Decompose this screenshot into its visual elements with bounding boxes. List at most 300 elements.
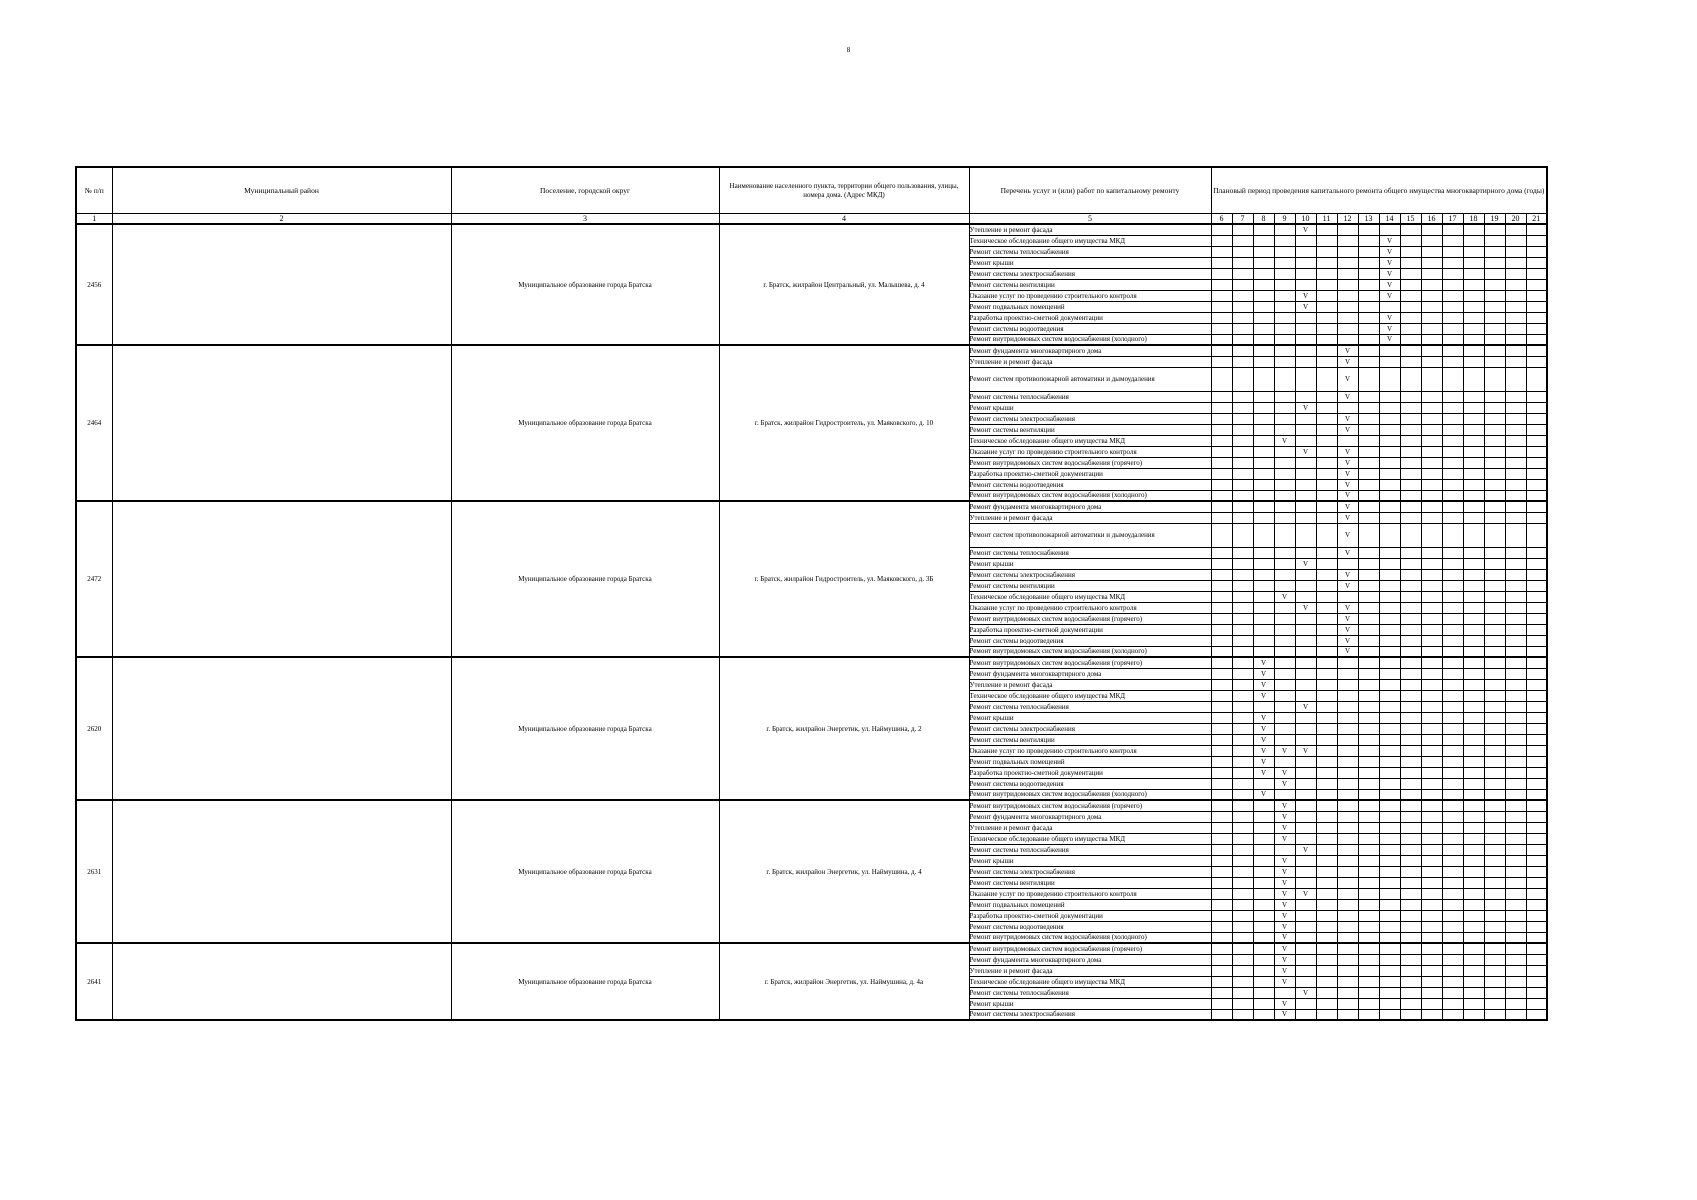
work-item: Ремонт внутридомовых систем водоснабжения (горячего) <box>969 943 1211 954</box>
year-7-cell <box>1232 547 1253 558</box>
year-8-cell <box>1253 877 1274 888</box>
year-12-cell: V <box>1337 367 1358 391</box>
year-7-cell <box>1232 591 1253 602</box>
year-13-cell <box>1358 413 1379 424</box>
year-14-cell <box>1379 635 1400 646</box>
year-15-cell <box>1400 569 1421 580</box>
year-20-cell <box>1505 523 1526 547</box>
work-item: Ремонт фундамента многоквартирного дома <box>969 811 1211 822</box>
year-11-cell <box>1316 723 1337 734</box>
year-19-cell <box>1484 334 1505 345</box>
year-15-cell <box>1400 501 1421 512</box>
year-9-cell <box>1274 479 1295 490</box>
year-10-cell <box>1295 367 1316 391</box>
year-16-cell <box>1421 822 1442 833</box>
year-7-cell <box>1232 756 1253 767</box>
year-14-cell <box>1379 224 1400 235</box>
year-15-cell <box>1400 668 1421 679</box>
year-10-cell <box>1295 323 1316 334</box>
year-15-cell <box>1400 224 1421 235</box>
work-item: Утепление и ремонт фасада <box>969 679 1211 690</box>
year-20-cell <box>1505 268 1526 279</box>
year-14-cell <box>1379 591 1400 602</box>
year-18-cell <box>1463 523 1484 547</box>
year-10-cell <box>1295 866 1316 877</box>
year-12-cell: V <box>1337 635 1358 646</box>
work-item: Ремонт системы теплоснабжения <box>969 246 1211 257</box>
year-15-cell <box>1400 279 1421 290</box>
year-19-cell <box>1484 501 1505 512</box>
year-13-cell <box>1358 910 1379 921</box>
work-item: Утепление и ремонт фасада <box>969 965 1211 976</box>
year-19-cell <box>1484 734 1505 745</box>
year-18-cell <box>1463 987 1484 998</box>
year-14-cell <box>1379 301 1400 312</box>
year-7-cell <box>1232 435 1253 446</box>
year-20-cell <box>1505 602 1526 613</box>
year-12-cell <box>1337 558 1358 569</box>
year-8-cell <box>1253 323 1274 334</box>
year-12-cell <box>1337 312 1358 323</box>
year-7-cell <box>1232 976 1253 987</box>
year-20-cell <box>1505 668 1526 679</box>
year-12-cell <box>1337 932 1358 943</box>
year-9-cell <box>1274 424 1295 435</box>
year-14-cell <box>1379 558 1400 569</box>
work-item: Разработка проектно-сметной документации <box>969 312 1211 323</box>
year-10-cell <box>1295 921 1316 932</box>
year-16-cell <box>1421 580 1442 591</box>
year-7-cell <box>1232 734 1253 745</box>
year-11-cell <box>1316 591 1337 602</box>
year-6-cell <box>1211 591 1232 602</box>
year-18-cell <box>1463 479 1484 490</box>
column-number-14: 14 <box>1379 214 1400 225</box>
year-12-cell <box>1337 301 1358 312</box>
year-11-cell <box>1316 613 1337 624</box>
year-13-cell <box>1358 855 1379 866</box>
year-21-cell <box>1526 833 1547 844</box>
year-20-cell <box>1505 932 1526 943</box>
year-15-cell <box>1400 468 1421 479</box>
year-14-cell <box>1379 932 1400 943</box>
year-9-cell <box>1274 558 1295 569</box>
year-11-cell <box>1316 767 1337 778</box>
year-12-cell <box>1337 224 1358 235</box>
year-10-cell <box>1295 789 1316 800</box>
year-6-cell <box>1211 290 1232 301</box>
year-11-cell <box>1316 701 1337 712</box>
year-14-cell <box>1379 547 1400 558</box>
year-9-cell: V <box>1274 833 1295 844</box>
year-16-cell <box>1421 402 1442 413</box>
year-20-cell <box>1505 723 1526 734</box>
year-6-cell <box>1211 323 1232 334</box>
year-13-cell <box>1358 646 1379 657</box>
year-11-cell <box>1316 602 1337 613</box>
year-15-cell <box>1400 690 1421 701</box>
year-13-cell <box>1358 712 1379 723</box>
year-14-cell: V <box>1379 268 1400 279</box>
year-10-cell <box>1295 334 1316 345</box>
year-19-cell <box>1484 356 1505 367</box>
year-17-cell <box>1442 833 1463 844</box>
year-20-cell <box>1505 965 1526 976</box>
year-11-cell <box>1316 580 1337 591</box>
year-18-cell <box>1463 257 1484 268</box>
year-7-cell <box>1232 646 1253 657</box>
settlement: Муниципальное образование города Братска <box>451 800 719 943</box>
year-17-cell <box>1442 580 1463 591</box>
year-13-cell <box>1358 745 1379 756</box>
year-6-cell <box>1211 345 1232 356</box>
year-6-cell <box>1211 943 1232 954</box>
year-10-cell <box>1295 356 1316 367</box>
year-6-cell <box>1211 279 1232 290</box>
year-13-cell <box>1358 457 1379 468</box>
year-14-cell <box>1379 998 1400 1009</box>
year-18-cell <box>1463 899 1484 910</box>
year-21-cell <box>1526 569 1547 580</box>
year-19-cell <box>1484 312 1505 323</box>
year-21-cell <box>1526 844 1547 855</box>
year-12-cell <box>1337 268 1358 279</box>
year-19-cell <box>1484 745 1505 756</box>
year-19-cell <box>1484 424 1505 435</box>
year-8-cell <box>1253 501 1274 512</box>
year-8-cell <box>1253 954 1274 965</box>
year-19-cell <box>1484 789 1505 800</box>
work-item: Ремонт системы электроснабжения <box>969 268 1211 279</box>
work-item: Ремонт внутридомовых систем водоснабжения (холодного) <box>969 646 1211 657</box>
year-7-cell <box>1232 457 1253 468</box>
column-number-6: 6 <box>1211 214 1232 225</box>
year-14-cell <box>1379 866 1400 877</box>
year-11-cell <box>1316 943 1337 954</box>
year-18-cell <box>1463 965 1484 976</box>
year-9-cell <box>1274 734 1295 745</box>
year-15-cell <box>1400 435 1421 446</box>
year-8-cell <box>1253 558 1274 569</box>
year-11-cell <box>1316 811 1337 822</box>
year-20-cell <box>1505 490 1526 501</box>
year-14-cell <box>1379 888 1400 899</box>
year-8-cell <box>1253 943 1274 954</box>
year-9-cell <box>1274 668 1295 679</box>
year-12-cell <box>1337 679 1358 690</box>
year-6-cell <box>1211 910 1232 921</box>
year-11-cell <box>1316 635 1337 646</box>
year-21-cell <box>1526 523 1547 547</box>
year-20-cell <box>1505 976 1526 987</box>
year-19-cell <box>1484 224 1505 235</box>
year-9-cell <box>1274 602 1295 613</box>
year-19-cell <box>1484 855 1505 866</box>
year-14-cell <box>1379 668 1400 679</box>
work-item: Ремонт системы вентиляции <box>969 424 1211 435</box>
year-18-cell <box>1463 490 1484 501</box>
year-21-cell <box>1526 468 1547 479</box>
year-16-cell <box>1421 501 1442 512</box>
year-6-cell <box>1211 789 1232 800</box>
year-21-cell <box>1526 756 1547 767</box>
year-6-cell <box>1211 690 1232 701</box>
year-16-cell <box>1421 413 1442 424</box>
year-16-cell <box>1421 635 1442 646</box>
year-15-cell <box>1400 745 1421 756</box>
year-12-cell: V <box>1337 547 1358 558</box>
year-14-cell <box>1379 402 1400 413</box>
year-8-cell <box>1253 833 1274 844</box>
year-6-cell <box>1211 523 1232 547</box>
year-10-cell <box>1295 279 1316 290</box>
year-16-cell <box>1421 998 1442 1009</box>
year-11-cell <box>1316 345 1337 356</box>
year-15-cell <box>1400 734 1421 745</box>
year-18-cell <box>1463 690 1484 701</box>
year-20-cell <box>1505 591 1526 602</box>
year-11-cell <box>1316 424 1337 435</box>
year-9-cell <box>1274 268 1295 279</box>
year-10-cell <box>1295 246 1316 257</box>
year-19-cell <box>1484 235 1505 246</box>
year-8-cell <box>1253 998 1274 1009</box>
year-7-cell <box>1232 778 1253 789</box>
year-13-cell <box>1358 290 1379 301</box>
year-7-cell <box>1232 279 1253 290</box>
year-16-cell <box>1421 290 1442 301</box>
year-10-cell <box>1295 767 1316 778</box>
year-6-cell <box>1211 745 1232 756</box>
year-12-cell: V <box>1337 424 1358 435</box>
year-11-cell <box>1316 512 1337 523</box>
year-7-cell <box>1232 569 1253 580</box>
work-item: Ремонт крыши <box>969 257 1211 268</box>
year-12-cell <box>1337 998 1358 1009</box>
year-12-cell: V <box>1337 613 1358 624</box>
year-14-cell <box>1379 356 1400 367</box>
year-7-cell <box>1232 899 1253 910</box>
year-12-cell <box>1337 257 1358 268</box>
year-13-cell <box>1358 833 1379 844</box>
year-16-cell <box>1421 279 1442 290</box>
year-13-cell <box>1358 822 1379 833</box>
year-17-cell <box>1442 512 1463 523</box>
year-21-cell <box>1526 932 1547 943</box>
year-21-cell <box>1526 899 1547 910</box>
year-20-cell <box>1505 290 1526 301</box>
year-15-cell <box>1400 547 1421 558</box>
work-item: Ремонт внутридомовых систем водоснабжения (горячего) <box>969 457 1211 468</box>
year-6-cell <box>1211 367 1232 391</box>
year-9-cell <box>1274 457 1295 468</box>
year-7-cell <box>1232 745 1253 756</box>
year-10-cell <box>1295 635 1316 646</box>
year-6-cell <box>1211 855 1232 866</box>
year-12-cell <box>1337 745 1358 756</box>
year-15-cell <box>1400 811 1421 822</box>
year-12-cell: V <box>1337 457 1358 468</box>
year-11-cell <box>1316 734 1337 745</box>
year-15-cell <box>1400 998 1421 1009</box>
year-10-cell <box>1295 413 1316 424</box>
year-17-cell <box>1442 345 1463 356</box>
year-18-cell <box>1463 424 1484 435</box>
year-20-cell <box>1505 224 1526 235</box>
year-9-cell <box>1274 756 1295 767</box>
year-16-cell <box>1421 888 1442 899</box>
year-13-cell <box>1358 246 1379 257</box>
year-13-cell <box>1358 468 1379 479</box>
year-11-cell <box>1316 668 1337 679</box>
year-9-cell: V <box>1274 767 1295 778</box>
year-11-cell <box>1316 998 1337 1009</box>
year-21-cell <box>1526 356 1547 367</box>
year-10-cell <box>1295 235 1316 246</box>
year-19-cell <box>1484 367 1505 391</box>
year-16-cell <box>1421 624 1442 635</box>
year-18-cell <box>1463 833 1484 844</box>
year-8-cell <box>1253 301 1274 312</box>
year-18-cell <box>1463 767 1484 778</box>
year-7-cell <box>1232 855 1253 866</box>
year-20-cell <box>1505 789 1526 800</box>
year-21-cell <box>1526 635 1547 646</box>
year-14-cell <box>1379 899 1400 910</box>
year-16-cell <box>1421 932 1442 943</box>
year-13-cell <box>1358 224 1379 235</box>
year-15-cell <box>1400 646 1421 657</box>
year-12-cell: V <box>1337 490 1358 501</box>
year-12-cell: V <box>1337 523 1358 547</box>
year-11-cell <box>1316 435 1337 446</box>
year-10-cell <box>1295 613 1316 624</box>
year-6-cell <box>1211 613 1232 624</box>
year-13-cell <box>1358 334 1379 345</box>
year-19-cell <box>1484 558 1505 569</box>
year-6-cell <box>1211 312 1232 323</box>
year-12-cell <box>1337 701 1358 712</box>
work-item: Ремонт системы вентиляции <box>969 279 1211 290</box>
year-21-cell <box>1526 800 1547 811</box>
year-11-cell <box>1316 391 1337 402</box>
year-15-cell <box>1400 367 1421 391</box>
year-8-cell: V <box>1253 723 1274 734</box>
address: г. Братск, жилрайон Энергетик, ул. Наймушина, д. 4 <box>719 800 969 943</box>
year-21-cell <box>1526 965 1547 976</box>
page-number: 8 <box>846 46 851 54</box>
year-10-cell <box>1295 778 1316 789</box>
work-item: Ремонт системы электроснабжения <box>969 866 1211 877</box>
year-14-cell <box>1379 756 1400 767</box>
year-11-cell <box>1316 800 1337 811</box>
year-18-cell <box>1463 323 1484 334</box>
year-14-cell <box>1379 479 1400 490</box>
year-6-cell <box>1211 391 1232 402</box>
year-21-cell <box>1526 1009 1547 1020</box>
year-12-cell <box>1337 822 1358 833</box>
year-16-cell <box>1421 257 1442 268</box>
year-6-cell <box>1211 512 1232 523</box>
year-16-cell <box>1421 800 1442 811</box>
year-18-cell <box>1463 235 1484 246</box>
year-15-cell <box>1400 613 1421 624</box>
year-19-cell <box>1484 679 1505 690</box>
year-9-cell <box>1274 646 1295 657</box>
year-14-cell <box>1379 778 1400 789</box>
year-11-cell <box>1316 712 1337 723</box>
year-19-cell <box>1484 767 1505 778</box>
year-18-cell <box>1463 657 1484 668</box>
year-20-cell <box>1505 877 1526 888</box>
year-19-cell <box>1484 811 1505 822</box>
year-16-cell <box>1421 811 1442 822</box>
year-20-cell <box>1505 512 1526 523</box>
year-14-cell: V <box>1379 323 1400 334</box>
year-19-cell <box>1484 402 1505 413</box>
work-item: Разработка проектно-сметной документации <box>969 767 1211 778</box>
year-17-cell <box>1442 679 1463 690</box>
year-21-cell <box>1526 701 1547 712</box>
year-17-cell <box>1442 323 1463 334</box>
year-20-cell <box>1505 679 1526 690</box>
year-6-cell <box>1211 822 1232 833</box>
year-11-cell <box>1316 301 1337 312</box>
year-8-cell <box>1253 547 1274 558</box>
year-12-cell <box>1337 334 1358 345</box>
settlement: Муниципальное образование города Братска <box>451 657 719 800</box>
year-15-cell <box>1400 558 1421 569</box>
year-14-cell: V <box>1379 279 1400 290</box>
year-19-cell <box>1484 301 1505 312</box>
year-8-cell <box>1253 635 1274 646</box>
year-12-cell <box>1337 899 1358 910</box>
year-16-cell <box>1421 844 1442 855</box>
year-7-cell <box>1232 668 1253 679</box>
year-17-cell <box>1442 976 1463 987</box>
year-18-cell <box>1463 279 1484 290</box>
year-19-cell <box>1484 1009 1505 1020</box>
year-17-cell <box>1442 910 1463 921</box>
item-number: 2464 <box>76 345 112 501</box>
year-21-cell <box>1526 789 1547 800</box>
year-19-cell <box>1484 910 1505 921</box>
work-item: Оказание услуг по проведению строительного контроля <box>969 602 1211 613</box>
year-15-cell <box>1400 976 1421 987</box>
year-21-cell <box>1526 602 1547 613</box>
year-21-cell <box>1526 998 1547 1009</box>
column-number-4: 4 <box>719 214 969 225</box>
year-20-cell <box>1505 468 1526 479</box>
year-11-cell <box>1316 334 1337 345</box>
year-20-cell <box>1505 569 1526 580</box>
year-14-cell <box>1379 987 1400 998</box>
year-12-cell <box>1337 690 1358 701</box>
year-14-cell <box>1379 613 1400 624</box>
year-9-cell <box>1274 723 1295 734</box>
year-17-cell <box>1442 767 1463 778</box>
year-20-cell <box>1505 424 1526 435</box>
year-21-cell <box>1526 822 1547 833</box>
work-item: Ремонт системы вентиляции <box>969 734 1211 745</box>
year-7-cell <box>1232 877 1253 888</box>
table-row <box>76 345 1547 356</box>
year-14-cell: V <box>1379 235 1400 246</box>
year-11-cell <box>1316 402 1337 413</box>
year-8-cell <box>1253 811 1274 822</box>
year-18-cell <box>1463 998 1484 1009</box>
year-20-cell <box>1505 690 1526 701</box>
